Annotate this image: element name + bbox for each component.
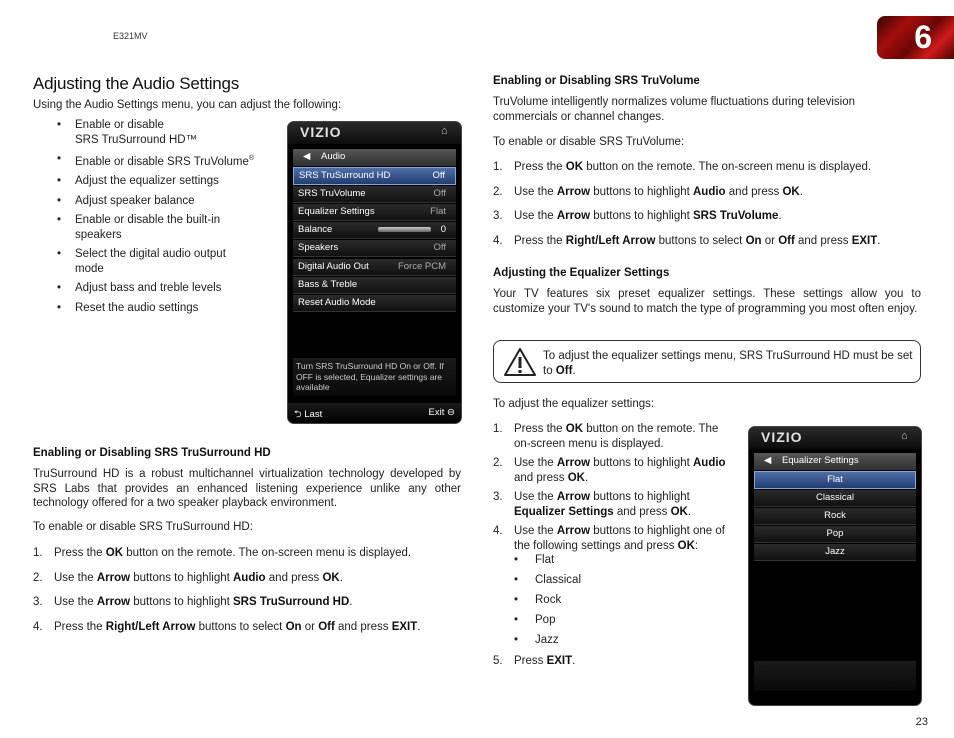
list-item: 5. Press EXIT. — [493, 654, 576, 667]
list-item: 2. Use the Arrow buttons to highlight Audio and press OK. — [33, 571, 343, 584]
back-arrow-icon: ◀ — [303, 151, 311, 162]
truvolume-body: TruVolume intelligently normalizes volume fluctuations during television commercials or channel changes. — [493, 96, 856, 123]
eq-option-rock[interactable]: Rock — [754, 508, 916, 525]
warning-icon — [503, 347, 537, 377]
intro-text: Using the Audio Settings menu, you can adjust the following: — [33, 99, 342, 111]
list-item: 1. Press the OK button on the remote. The on-screen menu is displayed. — [493, 423, 719, 450]
eq-option-classical[interactable]: Classical — [754, 490, 916, 507]
list-item: 3. Use the Arrow buttons to highlight SRS TruVolume. — [493, 210, 782, 222]
vizio-logo: VIZIO — [761, 429, 803, 445]
trusurround-body: TruSurround HD is a robust multichannel virtualization technology developed by SRS Labs that provides an enhanced listening experience unlike any other technology offered for a two speaker playback environment. — [33, 468, 461, 509]
menu-breadcrumb: ◀ Equalizer Settings — [754, 453, 916, 470]
list-item: 2. Use the Arrow buttons to highlight Audio and press OK. — [493, 185, 803, 198]
eq-option-flat[interactable]: Flat — [754, 471, 916, 489]
back-arrow-icon: ◀ — [764, 455, 772, 466]
list-item: • Pop — [514, 613, 733, 628]
trusurround-steps — [33, 546, 463, 634]
menu-help-text: Turn SRS TruSurround HD On or Off. If OFF is selected, Equalizer settings are available — [293, 358, 456, 396]
list-item: 4. Use the Arrow buttons to highlight one of the following settings and press OK: • Flat • Classical • Rock • Pop • Jazz — [493, 524, 733, 648]
list-item: • Enable or disable the built-in speakers — [33, 213, 235, 242]
list-item: 2. Use the Arrow buttons to highlight Audio and press OK. — [493, 457, 726, 484]
page-title: Adjusting the Audio Settings — [33, 74, 240, 93]
list-item: • Adjust speaker balance — [33, 194, 273, 209]
truvolume-steps — [493, 160, 923, 248]
list-item: • Adjust the equalizer settings — [33, 174, 273, 189]
equalizer-steps — [493, 422, 733, 668]
menu-item-equalizer[interactable]: Equalizer Settings Flat — [293, 204, 456, 221]
menu-item-balance[interactable]: Balance 0 — [293, 222, 456, 239]
list-item: • Rock — [514, 593, 733, 608]
menu-footer — [288, 403, 461, 423]
truvolume-lead: To enable or disable SRS TruVolume: — [493, 136, 685, 148]
menu-item-digital-audio[interactable]: Digital Audio Out Force PCM — [293, 259, 456, 276]
menu-item-bass-treble[interactable]: Bass & Treble — [293, 277, 456, 294]
list-item: • Reset the audio settings — [33, 301, 273, 316]
eq-option-pop[interactable]: Pop — [754, 526, 916, 543]
equalizer-menu-screenshot — [748, 426, 922, 706]
list-item: • Classical — [514, 573, 733, 588]
truvolume-heading: Enabling or Disabling SRS TruVolume — [493, 75, 700, 87]
menu-item-srs-truvolume[interactable]: SRS TruVolume Off — [293, 186, 456, 203]
list-item: • Enable or disable SRS TruVolume® — [33, 152, 273, 169]
equalizer-body: Your TV features six preset equalizer settings. These settings allow you to customize your TV's sound to match the type of programming you most often enjoy. — [493, 288, 921, 315]
model-number: E321MV — [113, 31, 148, 41]
trusurround-heading: Enabling or Disabling SRS TruSurround HD — [33, 447, 271, 459]
menu-item-reset-audio[interactable]: Reset Audio Mode — [293, 295, 456, 312]
chapter-tab — [877, 16, 954, 59]
list-item: • Jazz — [514, 633, 733, 648]
equalizer-heading: Adjusting the Equalizer Settings — [493, 267, 670, 279]
home-icon: ⌂ — [901, 430, 908, 442]
page-number: 23 — [915, 716, 928, 728]
home-icon: ⌂ — [441, 125, 448, 137]
list-item: 4. Press the Right/Left Arrow buttons to select On or Off and press EXIT. — [493, 234, 881, 247]
list-item: 3. Use the Arrow buttons to highlight Equalizer Settings and press OK. — [493, 491, 692, 518]
trusurround-lead: To enable or disable SRS TruSurround HD: — [33, 521, 253, 533]
list-item: • Select the digital audio output mode — [33, 247, 245, 276]
balance-slider[interactable] — [378, 227, 431, 232]
vizio-logo: VIZIO — [300, 124, 342, 140]
warning-note — [493, 340, 921, 383]
menu-item-speakers[interactable]: Speakers Off — [293, 240, 456, 257]
menu-header — [288, 122, 461, 144]
menu-header — [749, 427, 921, 449]
list-item: 1. Press the OK button on the remote. The on-screen menu is displayed. — [493, 161, 872, 173]
last-button[interactable]: ⮌ Last — [294, 409, 323, 420]
menu-breadcrumb: ◀ Audio — [293, 149, 456, 166]
exit-button[interactable]: Exit ⊖ — [428, 407, 455, 418]
equalizer-options — [514, 553, 733, 648]
eq-option-jazz[interactable]: Jazz — [754, 544, 916, 561]
list-item: • Flat — [514, 553, 733, 568]
menu-help-area — [754, 661, 916, 691]
menu-item-srs-trusurround[interactable]: SRS TruSurround HD Off — [293, 167, 456, 185]
warning-text: To adjust the equalizer settings menu, SRS TruSurround HD must be set to Off. — [543, 350, 913, 377]
equalizer-lead: To adjust the equalizer settings: — [493, 398, 655, 410]
list-item: • Enable or disable SRS TruSurround HD™ — [33, 118, 225, 147]
list-item: 3. Use the Arrow buttons to highlight SRS TruSurround HD. — [33, 596, 353, 608]
audio-menu-screenshot — [287, 121, 462, 424]
list-item: 1. Press the OK button on the remote. The on-screen menu is displayed. — [33, 547, 412, 559]
list-item: 4. Press the Right/Left Arrow buttons to select On or Off and press EXIT. — [33, 620, 421, 633]
feature-list — [33, 118, 273, 320]
list-item: • Adjust bass and treble levels — [33, 281, 273, 296]
chapter-number: 6 — [914, 19, 932, 55]
